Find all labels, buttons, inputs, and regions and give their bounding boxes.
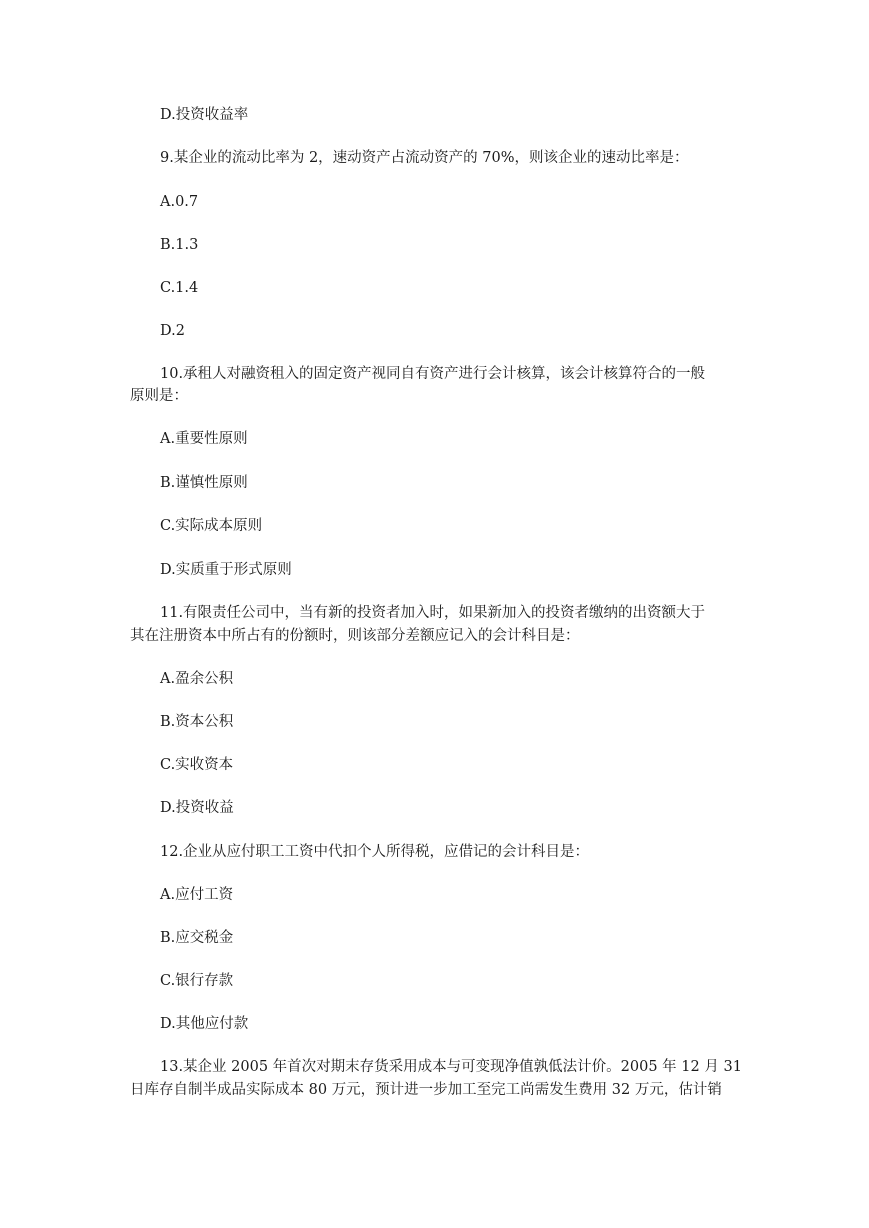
question-10-option-b: B.谨慎性原则 [160, 475, 248, 491]
question-12-option-d: D.其他应付款 [160, 1016, 249, 1032]
question-11-text-cont: 其在注册资本中所占有的份额时，则该部分差额应记入的会计科目是： [130, 628, 580, 644]
question-11-option-c: C.实收资本 [160, 757, 234, 773]
question-13-text: 13.某企业 2005 年首次对期末存货采用成本与可变现净值孰低法计价。2005 年 12 月 31 [160, 1059, 742, 1075]
question-9-option-c: C.1.4 [160, 280, 199, 296]
question-9-text: 9.某企业的流动比率为 2，速动资产占流动资产的 70%，则该企业的速动比率是： [160, 150, 689, 166]
question-9-option-a: A.0.7 [160, 194, 199, 210]
question-10-option-d: D.实质重于形式原则 [160, 562, 292, 578]
question-11-text: 11.有限责任公司中，当有新的投资者加入时，如果新加入的投资者缴纳的出资额大于 [160, 605, 706, 621]
option-d-prev-question: D.投资收益率 [160, 107, 249, 123]
question-11-option-b: B.资本公积 [160, 714, 234, 730]
question-10-option-c: C.实际成本原则 [160, 518, 263, 534]
question-9-option-d: D.2 [160, 323, 185, 339]
question-10-option-a: A.重要性原则 [160, 431, 248, 447]
question-12-option-a: A.应付工资 [160, 887, 234, 903]
question-10-text: 10.承租人对融资租入的固定资产视同自有资产进行会计核算，该会计核算符合的一般 [160, 366, 706, 382]
question-12-option-c: C.银行存款 [160, 973, 234, 989]
question-11-option-a: A.盈余公积 [160, 671, 234, 687]
question-11-option-d: D.投资收益 [160, 800, 234, 816]
question-12-option-b: B.应交税金 [160, 930, 234, 946]
question-9-option-b: B.1.3 [160, 237, 199, 253]
question-13-text-cont: 日库存自制半成品实际成本 80 万元，预计进一步加工至完工尚需发生费用 32 万元，估计销 [130, 1082, 722, 1098]
question-12-text: 12.企业从应付职工工资中代扣个人所得税，应借记的会计科目是： [160, 844, 590, 860]
question-10-text-cont: 原则是： [130, 388, 188, 404]
